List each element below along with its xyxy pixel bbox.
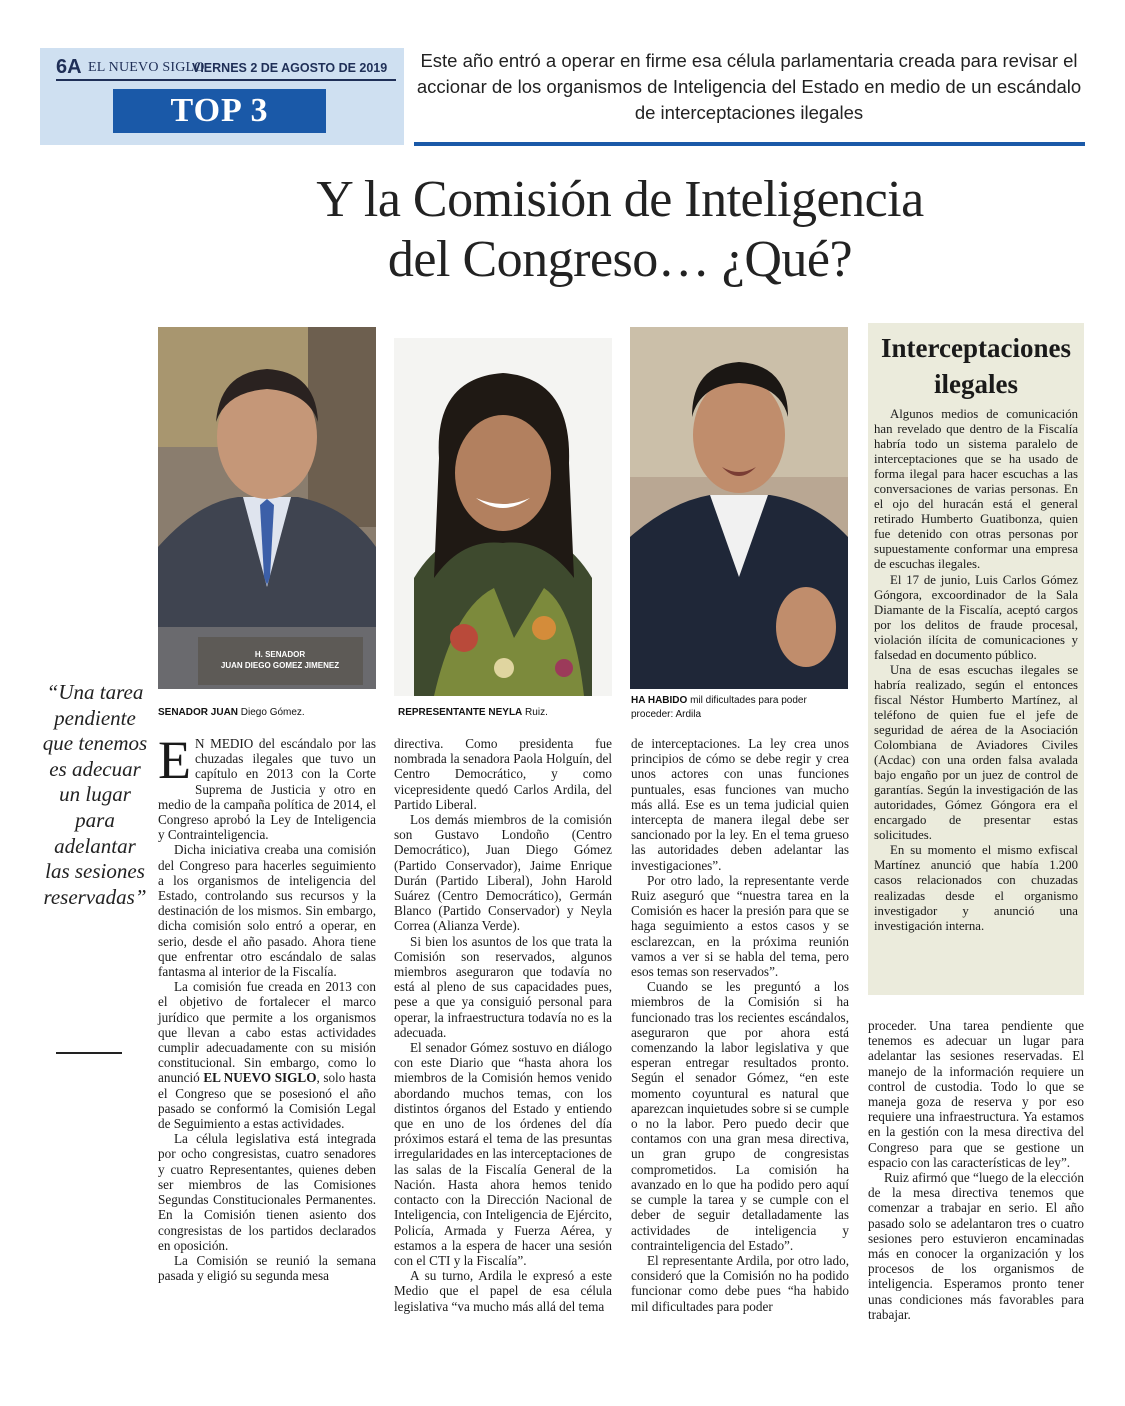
name-plate-line-1: H. SENADOR bbox=[254, 650, 306, 659]
body-paragraph: El representante Ardila, por otro lado, consideró que la Comisión no ha podido funcionar como debe pues “ha habido mil dificultades para poder bbox=[631, 1252, 849, 1314]
kicker-rule bbox=[414, 142, 1085, 146]
name-plate-line-2: JUAN DIEGO GOMEZ JIMENEZ bbox=[220, 661, 340, 670]
body-column-1 bbox=[158, 730, 376, 1284]
photo-senator-gomez bbox=[158, 327, 376, 689]
pull-quote-rule bbox=[56, 1052, 122, 1054]
header-divider bbox=[56, 79, 396, 81]
sidebar-body bbox=[874, 407, 1078, 934]
caption-text: mil dificultades para poder proceder: Ardila bbox=[631, 695, 807, 720]
body-paragraph: A su turno, Ardila le expresó a este Medio que el papel de esa célula legislativa “va mucho más allá del tema bbox=[394, 1268, 612, 1314]
body-paragraph: Si bien los asuntos de los que trata la Comisión son reservados, algunos miembros aseguraron que todavía no está al pleno de sus capacidades pues, pese a que ya consiguió personal para operar, la infraestructura todavía no es la adecuada. bbox=[394, 933, 612, 1040]
article-kicker: Este año entró a operar en firme esa célula parlamentaria creada para revisar el accionar de los organismos de Inteligencia del Estado en medio de un escándalo de interceptaciones ilegales bbox=[416, 50, 1082, 123]
headline-line-1: Y la Comisión de Inteligencia bbox=[316, 171, 924, 228]
body-paragraph: El senador Gómez sostuvo en diálogo con este Diario que “hasta ahora los miembros de la Comisión hemos venido abordando muchos temas, con los distintos órganos del Estado y entiendo que en uno de los órdenes del día próximos estará el tema de las presuntas irregularidades en las interceptaciones de las salas de la Fiscalía General de la Nación. Hasta ahora hemos tenido contacto con la Dirección Nacional de Inteligencia, con Inteligencia de Ejército, Policía, Armada y Fuerza Aérea, y estamos a la espera de hacer una sesión con el CTI y la Fiscalía”. bbox=[394, 1040, 612, 1268]
representative-portrait-image bbox=[394, 338, 612, 696]
headline-line-2: del Congreso… ¿Qué? bbox=[387, 231, 853, 288]
newspaper-name: EL NUEVO SIGLO bbox=[88, 60, 205, 75]
page-number: 6A bbox=[56, 56, 82, 78]
body-paragraph bbox=[158, 979, 376, 1131]
caption-bold: SENADOR JUAN bbox=[158, 707, 239, 718]
photo-representative-ardila bbox=[630, 327, 848, 689]
body-paragraph: Los demás miembros de la comisión son Gustavo Londoño (Centro Democrático), Juan Diego Gómez (Partido Conservador), Jaime Enrique Durán (Partido Liberal), John Harold Suárez (Centro Democrático), Germán Blanco (Partido Conservador) y Neyla Correa (Alianza Verde). bbox=[394, 812, 612, 934]
caption-bold: HA HABIDO bbox=[631, 695, 688, 706]
caption-representative bbox=[398, 706, 618, 720]
body-column-2 bbox=[394, 736, 612, 1314]
body-paragraph: proceder. Una tarea pendiente que tenemos es adecuar un lugar para adelantar las sesiones reservadas. El manejo de la información requiere un control de custodia. Todo lo que se maneja goza de reserva y por eso requiere una infraestructura. Ya estamos en la gestión con la mesa directiva del Congreso para que se gestione un espacio con las características de ley”. bbox=[868, 1018, 1084, 1170]
body-column-4 bbox=[868, 1018, 1084, 1322]
body-paragraph: de interceptaciones. La ley crea unos principios de cómo se debe regir y crea unos actores con unas funciones puntuales, esas funciones van mucho más allá. Ese es un tema judicial quien intercepta de manera ilegal debe ser sancionado por la ley. En el tema grueso las autoridades deben adelantar las investigaciones”. bbox=[631, 736, 849, 873]
body-paragraph bbox=[158, 730, 376, 843]
body-paragraph: directiva. Como presidenta fue nombrada la senadora Paola Holguín, del Centro Democrático, y como vicepresidente quedó Carlos Ardila, del Partido Liberal. bbox=[394, 736, 612, 812]
body-paragraph: Dicha iniciativa creaba una comisión del Congreso para hacerles seguimiento a los organismos de inteligencia del Estado, controlando sus recursos y la destinación de los mismos. Sin embargo, dicha comisión solo entró a operar, en serio, desde el año pasado. Ahora tiene que enfrentar otro escándalo de salas fantasma al interior de la Fiscalía. bbox=[158, 842, 376, 980]
body-paragraph: La Comisión se reunió la semana pasada y eligió su segunda mesa bbox=[158, 1252, 376, 1284]
pull-quote: “Una tarea pendiente que tenemos es adecuar un lugar para adelantar las sesiones reservadas” bbox=[42, 680, 148, 909]
body-text: La comisión fue creada en 2013 con el objetivo de fortalecer el marco jurídico que permite a los organismos que llevan a cabo estas actividades cumplir adecuadamente con su misión constitucional. Sin embargo, como lo anunció bbox=[158, 979, 376, 1086]
body-paragraph: Por otro lado, la representante verde Ruiz aseguró que “nuestra tarea en la Comisión es hacer la presión para que se haga seguimiento a estos casos y se esclarezcan, en la próxima reunión vamos a ver si se habla del tema, pero esos temas son reservados”. bbox=[631, 872, 849, 980]
caption-bold: REPRESENTANTE NEYLA bbox=[398, 707, 523, 718]
body-paragraph: Cuando se les preguntó a los miembros de la Comisión si ha funcionado tras los recientes escándalos, aseguraron que por ahora está comenzando la labor legislativa y que esperan entregar resultados pronto. Según el senador Gómez, “en este momento coyuntural es natural que aparezcan inquietudes sobre si se cumple o no la labor. Pero puedo decir que contamos con una gran mesa directiva, un gran grupo de congresistas comprometidos. La comisión ha avanzado en lo que ha podido pero aquí se cumple la tarea y se cumple con el deber de seguir detalladamente las actividades de inteligencia y contrainteligencia del Estado”. bbox=[631, 979, 849, 1253]
caption-senator bbox=[158, 706, 378, 720]
photo-representative-ruiz bbox=[394, 338, 612, 696]
issue-date: VIERNES 2 DE AGOSTO DE 2019 bbox=[192, 61, 388, 75]
sidebar-paragraph: Una de esas escuchas ilegales se habría realizado, según el entonces fiscal Néstor Humberto Martínez, al teléfono de quien fue el jefe de seguridad de aérea de la Asociación Colombiana de Aviadores Civiles (Acdac) con una orden falsa avalada bajo engaño por un juez de control de garantías. Según la investigación de las autoridades, Gómez Góngora era el encargado de presentar estas solicitudes. bbox=[874, 662, 1078, 843]
sidebar-title: Interceptaciones ilegales bbox=[881, 333, 1071, 399]
caption-ardila bbox=[631, 694, 851, 722]
article-headline bbox=[160, 170, 1080, 290]
section-label: TOP 3 bbox=[113, 89, 326, 133]
caption-text: Ruiz. bbox=[522, 707, 548, 718]
paper-mention: EL NUEVO SIGLO bbox=[203, 1070, 317, 1086]
lead-text: N MEDIO del escándalo por las chuzadas ilegales que tuvo un capítulo en 2013 con la Corte Suprema de Justicia y otro en medio de la campaña política de 2014, el Congreso aprobó la Ley de Inteligencia y Contrainteligencia. bbox=[158, 736, 376, 843]
body-column-3 bbox=[631, 736, 849, 1314]
body-text: , solo hasta el Congreso que se posesionó el año pasado se conformó la Comisión Legal de Seguimiento a estas actividades. bbox=[158, 1070, 376, 1132]
body-paragraph: La célula legislativa está integrada por ocho congresistas, cuatro senadores y cuatro Representantes, quienes deben ser miembros de las Comisiones Segundas Constitucionales Permanentes. En la Comisión tienen asiento dos congresistas de los partidos declarados en oposición. bbox=[158, 1131, 376, 1253]
senator-portrait-image bbox=[158, 327, 376, 689]
drop-cap: E bbox=[158, 730, 191, 790]
body-paragraph: Ruiz afirmó que “luego de la elección de la mesa directiva tenemos que comenzar a trabajar en serio. El año pasado solo se adelantaron tres o cuatro sesiones pero estuvieron encaminadas más en conocer la organización y los procesos de los organismos de inteligencia. Esperamos pronto tener unas condiciones más favorables para trabajar. bbox=[868, 1170, 1084, 1322]
caption-text: Diego Gómez. bbox=[238, 707, 305, 718]
sidebar-paragraph: En su momento el mismo exfiscal Martínez anunció que había 1.200 casos relacionados con chuzadas realizadas desde el organismo investigador y anunció una investigación interna. bbox=[874, 843, 1078, 933]
ardila-portrait-image bbox=[630, 327, 848, 689]
sidebar-paragraph: Algunos medios de comunicación han revelado que dentro de la Fiscalía habría todo un sistema paralelo de interceptaciones que se ha usado de forma ilegal para hacer escuchas a las conversaciones de varias personas. En el ojo del huracán está el general retirado Humberto Guatibonza, quien fue detenido con otras personas por supuestamente conformar una empresa de escuchas ilegales. bbox=[874, 407, 1078, 572]
sidebar-paragraph: El 17 de junio, Luis Carlos Gómez Góngora, excoordinador de la Sala Diamante de la Fiscalía, aceptó cargos por los delitos de fraude procesal, violación ilícita de comunicaciones y falsedad en documento público. bbox=[874, 572, 1078, 662]
